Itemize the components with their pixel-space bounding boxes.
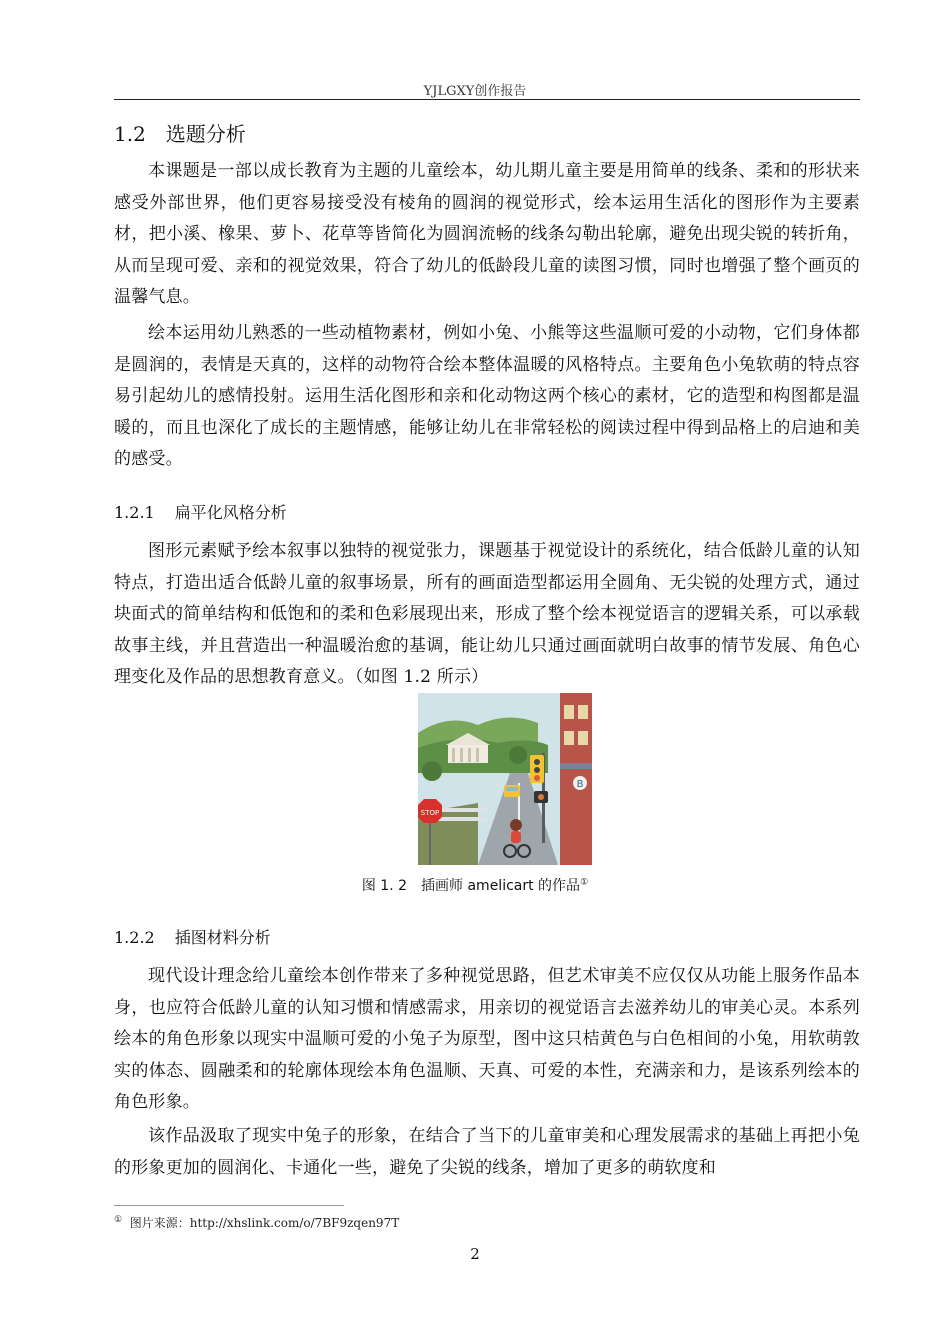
running-header: YJLGXY创作报告 bbox=[423, 84, 527, 99]
subsection-number-2: 1.2.2 bbox=[114, 928, 155, 947]
footnote bbox=[114, 1214, 399, 1231]
header-rule bbox=[114, 99, 860, 100]
subsection-title-1: 扁平化风格分析 bbox=[174, 503, 287, 522]
subsection-heading-2 bbox=[114, 925, 271, 948]
stop-sign-text: STOP bbox=[420, 809, 440, 817]
subsection-title-2: 插图材料分析 bbox=[174, 928, 271, 947]
paragraph-2: 绘本运用幼儿熟悉的一些动植物素材，例如小兔、小熊等这些温顺可爱的小动物，它们身体都是圆润的，表情是天真的，这样的动物符合绘本整体温暖的风格特点。主要角色小兔软萌的特点容易引起幼儿的感情投射。运用生活化图形和亲和化动物这两个核心的素材，它的造型和构图都是温暖的，而且也深化了成长的主题情感，能够让幼儿在非常轻松的阅读过程中得到品格上的启迪和美的感受。 bbox=[114, 323, 860, 469]
page-number: 2 bbox=[470, 1245, 480, 1263]
footnote-rule bbox=[114, 1205, 344, 1206]
subsection-heading-1 bbox=[114, 500, 287, 523]
paragraph-1: 本课题是一部以成长教育为主题的儿童绘本，幼儿期儿童主要是用简单的线条、柔和的形状来感受外部世界，他们更容易接受没有棱角的圆润的视觉形式，绘本运用生活化的图形作为主要素材，把小溪、橡果、萝卜、花草等皆简化为圆润流畅的线条勾勒出轮廓，避免出现尖锐的转折角，从而呈现可爱、亲和的视觉效果，符合了幼儿的低龄段儿童的读图习惯，同时也增强了整个画页的温馨气息。 bbox=[114, 161, 860, 307]
section-title: 选题分析 bbox=[165, 122, 246, 146]
section-heading bbox=[114, 118, 246, 147]
paragraph-4: 现代设计理念给儿童绘本创作带来了多种视觉思路，但艺术审美不应仅仅从功能上服务作品本身，也应符合低龄儿童的认知习惯和情感需求，用亲切的视觉语言去滋养幼儿的审美心灵。本系列绘本的角色形象以现实中温顺可爱的小兔子为原型，图中这只桔黄色与白色相间的小兔，用软萌敦实的体态、圆融柔和的轮廓体现绘本角色温顺、天真、可爱的本性，充满亲和力，是该系列绘本的角色形象。 bbox=[114, 966, 860, 1112]
paragraph-3: 图形元素赋予绘本叙事以独特的视觉张力，课题基于视觉设计的系统化，结合低龄儿童的认知特点，打造出适合低龄儿童的叙事场景，所有的画面造型都运用全圆角、无尖锐的处理方式，通过块面式的简单结构和低饱和的柔和色彩展现出来，形成了整个绘本视觉语言的逻辑关系，可以承载故事主线，并且营造出一种温暖治愈的基调，能让幼儿只通过画面就明白故事的情节发展、角色心理变化及作品的思想教育意义。（如图 1.2 所示） bbox=[114, 541, 860, 687]
shop-sign-letter: B bbox=[576, 779, 584, 790]
illustration-street-scene bbox=[418, 693, 592, 865]
footnote-mark: ① bbox=[114, 1215, 123, 1225]
figure-caption-footnote-mark: ① bbox=[580, 877, 589, 888]
figure-illustration bbox=[418, 693, 592, 865]
subsection-number-1: 1.2.1 bbox=[114, 503, 155, 522]
brick-shop bbox=[560, 693, 592, 865]
figure-caption bbox=[0, 875, 950, 895]
footnote-text: 图片来源：http://xhslink.com/o/7BF9zqen97T bbox=[129, 1216, 400, 1230]
school-bus bbox=[504, 785, 520, 797]
paragraph-5: 该作品汲取了现实中兔子的形象，在结合了当下的儿童审美和心理发展需求的基础上再把小兔的形象更加的圆润化、卡通化一些，避免了尖锐的线条，增加了更多的萌软度和 bbox=[114, 1126, 860, 1178]
section-number: 1.2 bbox=[114, 122, 146, 146]
figure-caption-text: 图 1. 2 插画师 amelicart 的作品 bbox=[361, 878, 581, 894]
